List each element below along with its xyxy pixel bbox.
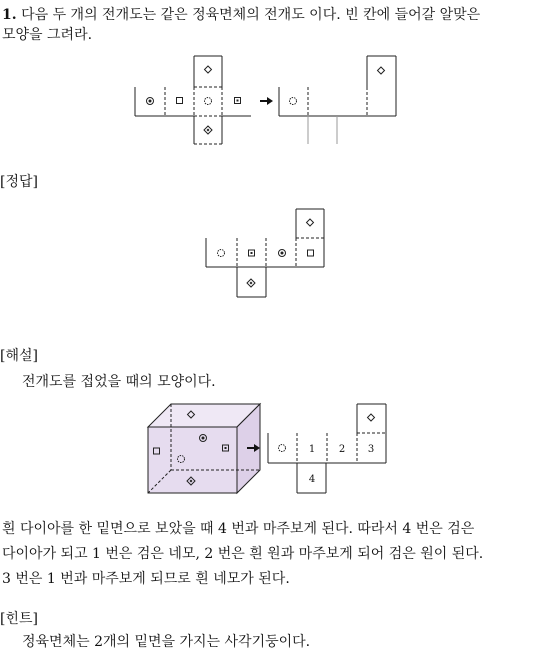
hint-label: [힌트] xyxy=(0,611,38,627)
explanation-intro: 전개도를 접었을 때의 모양이다. xyxy=(22,374,216,390)
problem-statement-line2: 모양을 그려라. xyxy=(2,27,93,43)
dot-circle-icon xyxy=(147,98,154,105)
dotted-circle-icon xyxy=(205,98,212,105)
answer-net-figure xyxy=(0,207,533,302)
problem-text: 다음 두 개의 전개도는 같은 정육면체의 전개도 이다. 빈 칸에 들어갈 알맞은 xyxy=(21,7,481,23)
dotted-circle-icon xyxy=(279,445,286,452)
hollow-diamond-icon xyxy=(378,67,385,74)
dotted-circle-icon xyxy=(218,250,225,257)
explanation-label: [해설] xyxy=(0,348,38,364)
left-net xyxy=(135,56,251,144)
problem-statement-line1 xyxy=(2,6,480,24)
dot-circle-icon xyxy=(279,250,286,257)
explanation-figure xyxy=(0,402,533,497)
hollow-square-icon xyxy=(177,98,183,104)
hollow-diamond-icon xyxy=(307,219,314,226)
explanation-body-line1: 흰 다이아를 한 밑면으로 보았을 때 4 번과 마주보게 된다. 따라서 4 번은 검은 xyxy=(2,521,475,537)
hollow-square-icon xyxy=(308,250,314,256)
explanation-body-line2: 다이아가 되고 1 번은 검은 네모, 2 번은 흰 원과 마주보게 되어 검은 원이 된다. xyxy=(2,546,484,562)
arrow-right-icon xyxy=(260,97,273,105)
hint-text: 정육면체는 2개의 밑면을 가지는 사각기둥이다. xyxy=(22,634,311,650)
right-net-symbols xyxy=(290,67,385,105)
filled-diamond-icon xyxy=(247,279,255,287)
hollow-diamond-icon xyxy=(205,66,212,73)
face-number-4: 4 xyxy=(308,474,316,485)
dotted-circle-icon xyxy=(290,98,297,105)
dot-square-icon xyxy=(235,98,241,104)
filled-diamond-icon xyxy=(204,126,212,134)
dot-square-icon xyxy=(249,250,255,256)
face-number-1: 1 xyxy=(308,444,316,455)
problem-number: 1. xyxy=(2,7,17,23)
cube-drawing xyxy=(148,404,260,493)
face-number-2: 2 xyxy=(338,444,346,455)
answer-label: [정답] xyxy=(0,174,38,190)
hollow-diamond-icon xyxy=(368,414,375,421)
face-number-3: 3 xyxy=(367,444,375,455)
explanation-body-line3: 3 번은 1 번과 마주보게 되므로 흰 네모가 된다. xyxy=(2,571,290,587)
problem-nets-figure xyxy=(0,50,533,170)
